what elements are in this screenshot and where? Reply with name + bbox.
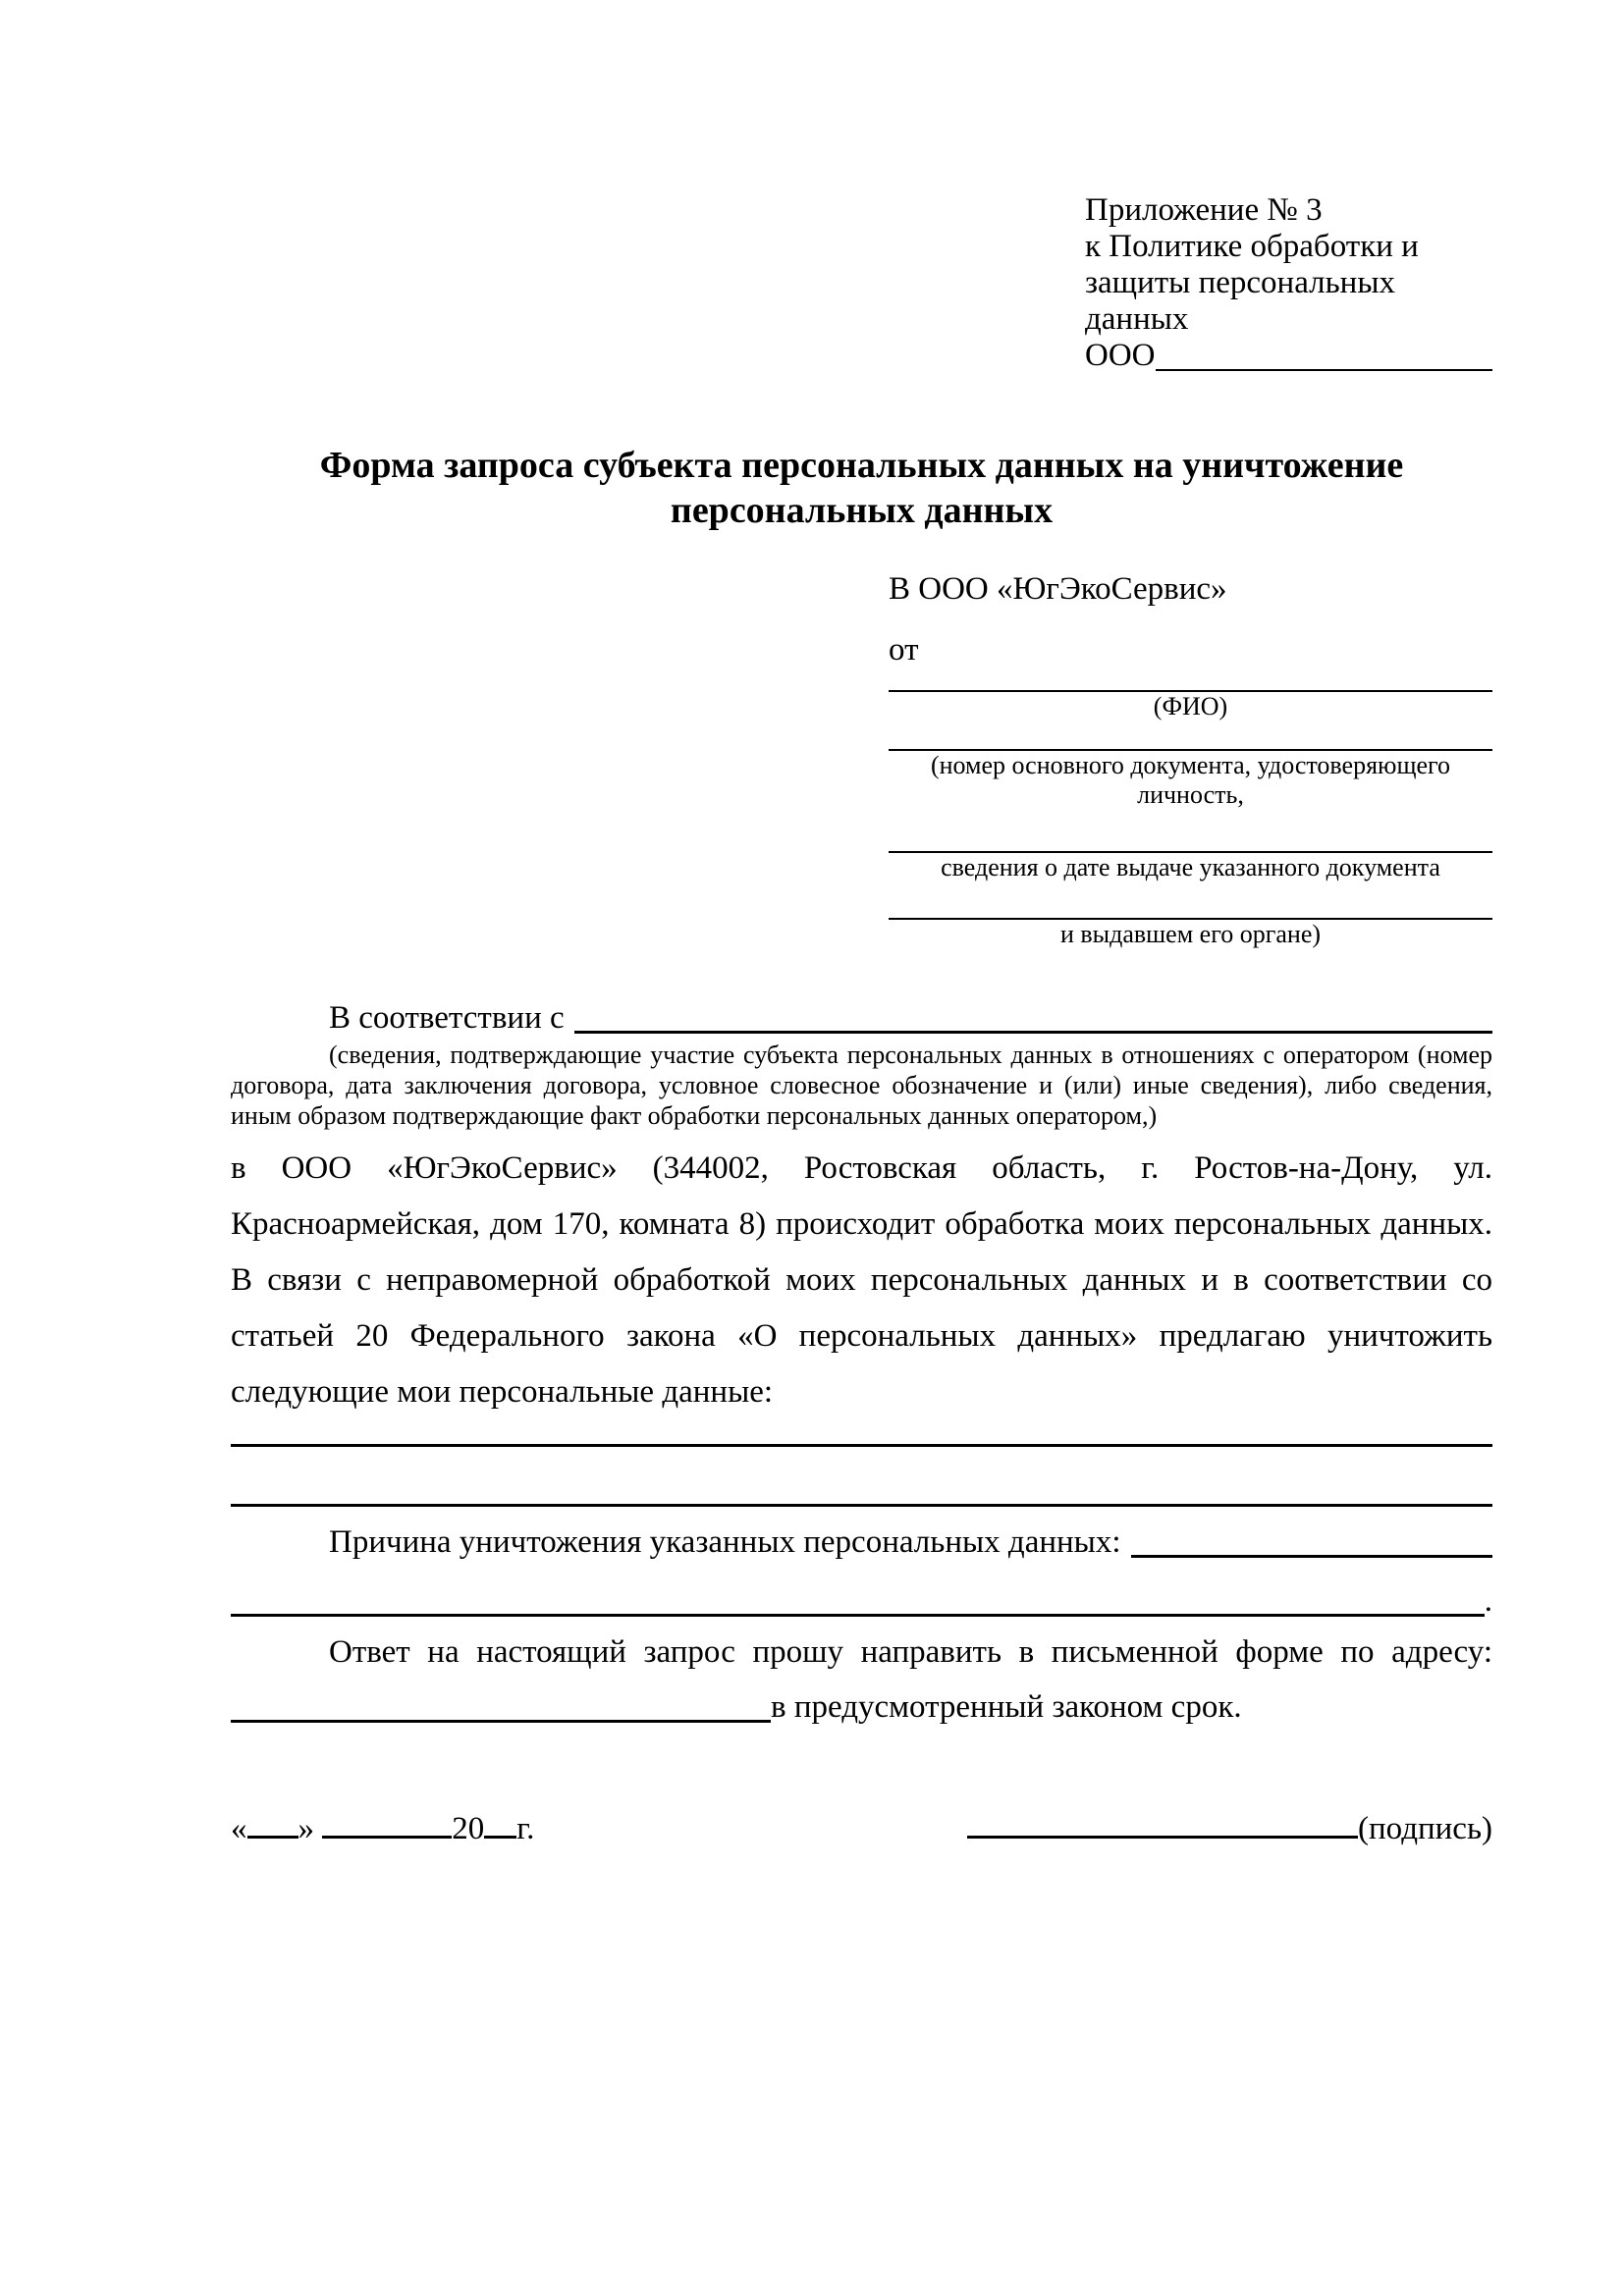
date-year-prefix: 20	[452, 1811, 485, 1846]
date-year-suffix: г.	[516, 1811, 535, 1846]
date-month-blank-field[interactable]	[322, 1836, 452, 1839]
reason-continuation-row	[231, 1579, 1492, 1623]
fio-caption: (ФИО)	[1153, 692, 1228, 721]
answer-tail-row	[231, 1685, 1492, 1729]
date-quote-close: »	[298, 1811, 314, 1846]
form-title: Форма запроса субъекта персональных данных на уничтожение персональных данных	[319, 445, 1404, 531]
doc-number-caption: (номер основного документа, удостоверяющего личность,	[930, 751, 1451, 809]
reason-line-period: .	[1484, 1583, 1492, 1619]
reason-label: Причина уничтожения указанных персональных данных:	[329, 1524, 1121, 1560]
annex-line-3: защиты персональных данных	[1085, 265, 1395, 337]
ooo-name-blank-field[interactable]	[1156, 338, 1493, 371]
personal-data-blank-line-1[interactable]	[231, 1420, 1492, 1447]
ooo-label: ООО	[1085, 338, 1156, 373]
date-quote-open: «	[231, 1811, 247, 1846]
signature-caption: (подпись)	[1358, 1811, 1492, 1846]
answer-sentence: Ответ на настоящий запрос прошу направить в письменной форме по адресу:	[329, 1634, 1492, 1670]
signature-part	[967, 1807, 1492, 1850]
reason-blank-field[interactable]	[1131, 1521, 1492, 1558]
issuing-authority-caption: и выдавшем его органе)	[1059, 920, 1322, 948]
addressee-block	[889, 570, 1492, 949]
annex-line-1: Приложение № 3	[1085, 192, 1323, 228]
annex-line-2: к Политике обработки и	[1085, 229, 1419, 264]
reason-row	[231, 1521, 1492, 1564]
personal-data-blank-line-2[interactable]	[231, 1447, 1492, 1507]
date-year-blank-field[interactable]	[484, 1836, 516, 1839]
annex-ooo-row	[1085, 338, 1492, 374]
main-paragraph: в ООО «ЮгЭкоСервис» (344002, Ростовская область, г. Ростов-на-Дону, ул. Красноармейская, дом 170, комната 8) происходит обработка моих персональных данных. В связи с неправомерной обработкой моих персональных данных и в соответствии со статьей 20 Федерального закона «О персональных данных» предлагаю уничтожить следующие мои персональные данные:	[231, 1150, 1492, 1410]
note-text: (сведения, подтверждающие участие субъекта персональных данных в отношениях с оператором (номер договора, дата заключения договора, условное словесное обозначение и (или) иные сведения), либо сведения, иным образом подтверждающие факт обработки персональных данных оператором,)	[231, 1041, 1492, 1130]
reason-continuation-blank-field[interactable]	[231, 1579, 1485, 1617]
answer-tail-text: в предусмотренный законом срок.	[771, 1689, 1242, 1725]
date-day-blank-field[interactable]	[247, 1836, 298, 1839]
issue-date-caption: сведения о дате выдаче указанного документа	[941, 853, 1440, 881]
date-part	[231, 1807, 534, 1850]
recipient-line: В ООО «ЮгЭкоСервис»	[889, 571, 1227, 607]
from-label: от	[889, 632, 919, 667]
signature-blank-field[interactable]	[967, 1836, 1358, 1839]
address-blank-field[interactable]	[231, 1685, 771, 1723]
date-signature-row	[231, 1807, 1492, 1850]
according-blank-field[interactable]	[574, 996, 1492, 1034]
according-row	[231, 996, 1492, 1040]
according-label: В соответствии с	[329, 1000, 565, 1036]
annex-block	[1085, 192, 1492, 374]
